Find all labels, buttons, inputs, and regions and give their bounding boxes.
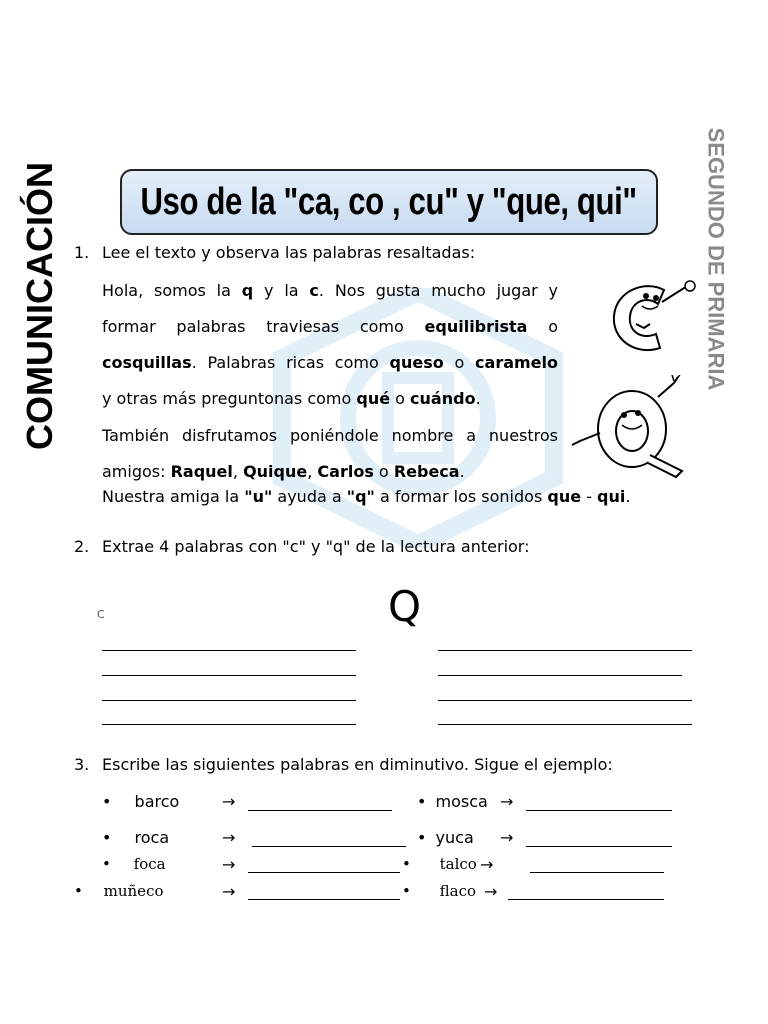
subject-text: COMUNICACIÓN: [19, 162, 61, 450]
exercise-item-barco: [102, 792, 179, 811]
text-run: ayuda a: [272, 487, 347, 506]
question-2-number: 2.: [74, 537, 90, 556]
bullet-icon: •: [102, 828, 112, 847]
answer-line-c-4[interactable]: [102, 724, 356, 725]
question-2: [74, 537, 529, 556]
highlighted-word: q: [241, 281, 254, 300]
text-run: o: [527, 317, 558, 336]
answer-line-q-1[interactable]: [438, 650, 692, 651]
reading-line-2: [102, 317, 558, 336]
bullet-icon: •: [74, 882, 83, 900]
question-1-text: Lee el texto y observa las palabras resaltadas:: [102, 243, 476, 262]
bullet-icon: •: [402, 855, 411, 873]
highlighted-word: "u": [244, 487, 273, 506]
answer-line-talco[interactable]: [530, 872, 664, 873]
text-run: ,: [307, 462, 318, 481]
answer-line-muneco[interactable]: [248, 899, 400, 900]
question-2-text: Extrae 4 palabras con "c" y "q" de la lectura anterior:: [102, 537, 530, 556]
answer-line-roca[interactable]: [252, 846, 406, 847]
highlighted-word: cosquillas: [102, 353, 192, 372]
exercise-item-roca: [102, 828, 169, 847]
exercise-word: foca: [133, 855, 166, 873]
text-run: .: [625, 487, 631, 506]
text-run: y la: [253, 281, 310, 300]
arrow-icon: →: [500, 792, 514, 811]
exercise-word: roca: [134, 828, 170, 847]
reading-line-5: [102, 426, 558, 445]
exercise-word: flaco: [439, 882, 477, 900]
letter-q-heading: Q: [388, 582, 422, 631]
text-run: También disfrutamos poniéndole nombre a nuestros: [102, 426, 558, 445]
arrow-icon: →: [222, 855, 236, 874]
text-run: .: [459, 462, 465, 481]
reading-line-4: [102, 389, 481, 408]
answer-line-q-2[interactable]: [438, 675, 682, 676]
highlighted-word: Raquel: [170, 462, 233, 481]
text-run: a formar los sonidos: [374, 487, 548, 506]
question-1: [74, 243, 475, 262]
answer-line-c-3[interactable]: [102, 700, 356, 701]
arrow-icon: →: [480, 855, 494, 874]
title-text: Uso de la "ca, co , cu" y "que, qui": [140, 180, 638, 223]
letter-c-heading: C: [97, 608, 105, 621]
exercise-item-muneco: [74, 882, 164, 900]
question-3: [74, 755, 613, 774]
highlighted-word: Quique: [243, 462, 308, 481]
answer-line-c-2[interactable]: [102, 675, 356, 676]
highlighted-word: cuándo: [410, 389, 476, 408]
highlighted-word: queso: [389, 353, 444, 372]
answer-line-barco[interactable]: [248, 810, 392, 811]
exercise-word: barco: [134, 792, 180, 811]
exercise-word: mosca: [435, 792, 488, 811]
arrow-icon: →: [222, 828, 236, 847]
text-run: ,: [232, 462, 244, 481]
highlighted-word: qué: [356, 389, 391, 408]
text-run: y otras más preguntonas como: [102, 389, 357, 408]
highlighted-word: caramelo: [475, 353, 558, 372]
exercise-item-foca: [102, 855, 166, 873]
highlighted-word: que: [547, 487, 582, 506]
text-run: . Palabras ricas como: [191, 353, 390, 372]
subject-vertical-label: [10, 160, 70, 452]
exercise-item-talco: [402, 855, 477, 873]
highlighted-word: qui: [597, 487, 626, 506]
reading-line-3: [102, 353, 558, 372]
letter-q-character-illustration: [570, 375, 690, 481]
answer-line-q-4[interactable]: [438, 724, 692, 725]
text-run: Nuestra amiga la: [102, 487, 245, 506]
arrow-icon: →: [222, 882, 236, 901]
text-run: . Nos gusta mucho jugar y: [318, 281, 559, 300]
highlighted-word: equilibrista: [424, 317, 528, 336]
reading-line-6: [102, 462, 465, 481]
text-run: -: [581, 487, 598, 506]
highlighted-word: Carlos: [317, 462, 374, 481]
question-3-text: Escribe las siguientes palabras en diminutivo. Sigue el ejemplo:: [102, 755, 613, 774]
bullet-icon: •: [402, 882, 411, 900]
exercise-word: talco: [439, 855, 477, 873]
reading-line-7: [102, 487, 630, 506]
exercise-item-yuca: [417, 828, 474, 847]
bullet-icon: •: [417, 828, 427, 847]
answer-line-foca[interactable]: [248, 872, 400, 873]
exercise-item-flaco: [402, 882, 476, 900]
question-1-number: 1.: [74, 243, 90, 262]
text-run: formar palabras traviesas como: [102, 317, 425, 336]
arrow-icon: →: [222, 792, 236, 811]
bullet-icon: •: [102, 792, 112, 811]
highlighted-word: c: [309, 281, 319, 300]
text-run: Hola, somos la: [102, 281, 242, 300]
bullet-icon: •: [102, 855, 111, 873]
text-run: amigos:: [102, 462, 171, 481]
answer-line-flaco[interactable]: [508, 899, 664, 900]
text-run: .: [475, 389, 481, 408]
arrow-icon: →: [484, 882, 498, 901]
exercise-word: yuca: [435, 828, 474, 847]
question-3-number: 3.: [74, 755, 90, 774]
arrow-icon: →: [500, 828, 514, 847]
text-run: o: [443, 353, 476, 372]
worksheet-title: [120, 169, 658, 235]
exercise-item-mosca: [417, 792, 488, 811]
grade-text: SEGUNDO DE PRIMARIA: [703, 127, 729, 391]
answer-line-yuca[interactable]: [526, 846, 672, 847]
answer-line-mosca[interactable]: [526, 810, 672, 811]
bullet-icon: •: [417, 792, 427, 811]
answer-line-c-1[interactable]: [102, 650, 356, 651]
highlighted-word: Rebeca: [393, 462, 460, 481]
text-run: o: [390, 389, 411, 408]
text-run: o: [373, 462, 394, 481]
highlighted-word: "q": [346, 487, 375, 506]
answer-line-q-3[interactable]: [438, 700, 692, 701]
reading-line-1: [102, 281, 558, 300]
exercise-word: muñeco: [103, 882, 164, 900]
letter-c-character-illustration: [606, 276, 698, 360]
